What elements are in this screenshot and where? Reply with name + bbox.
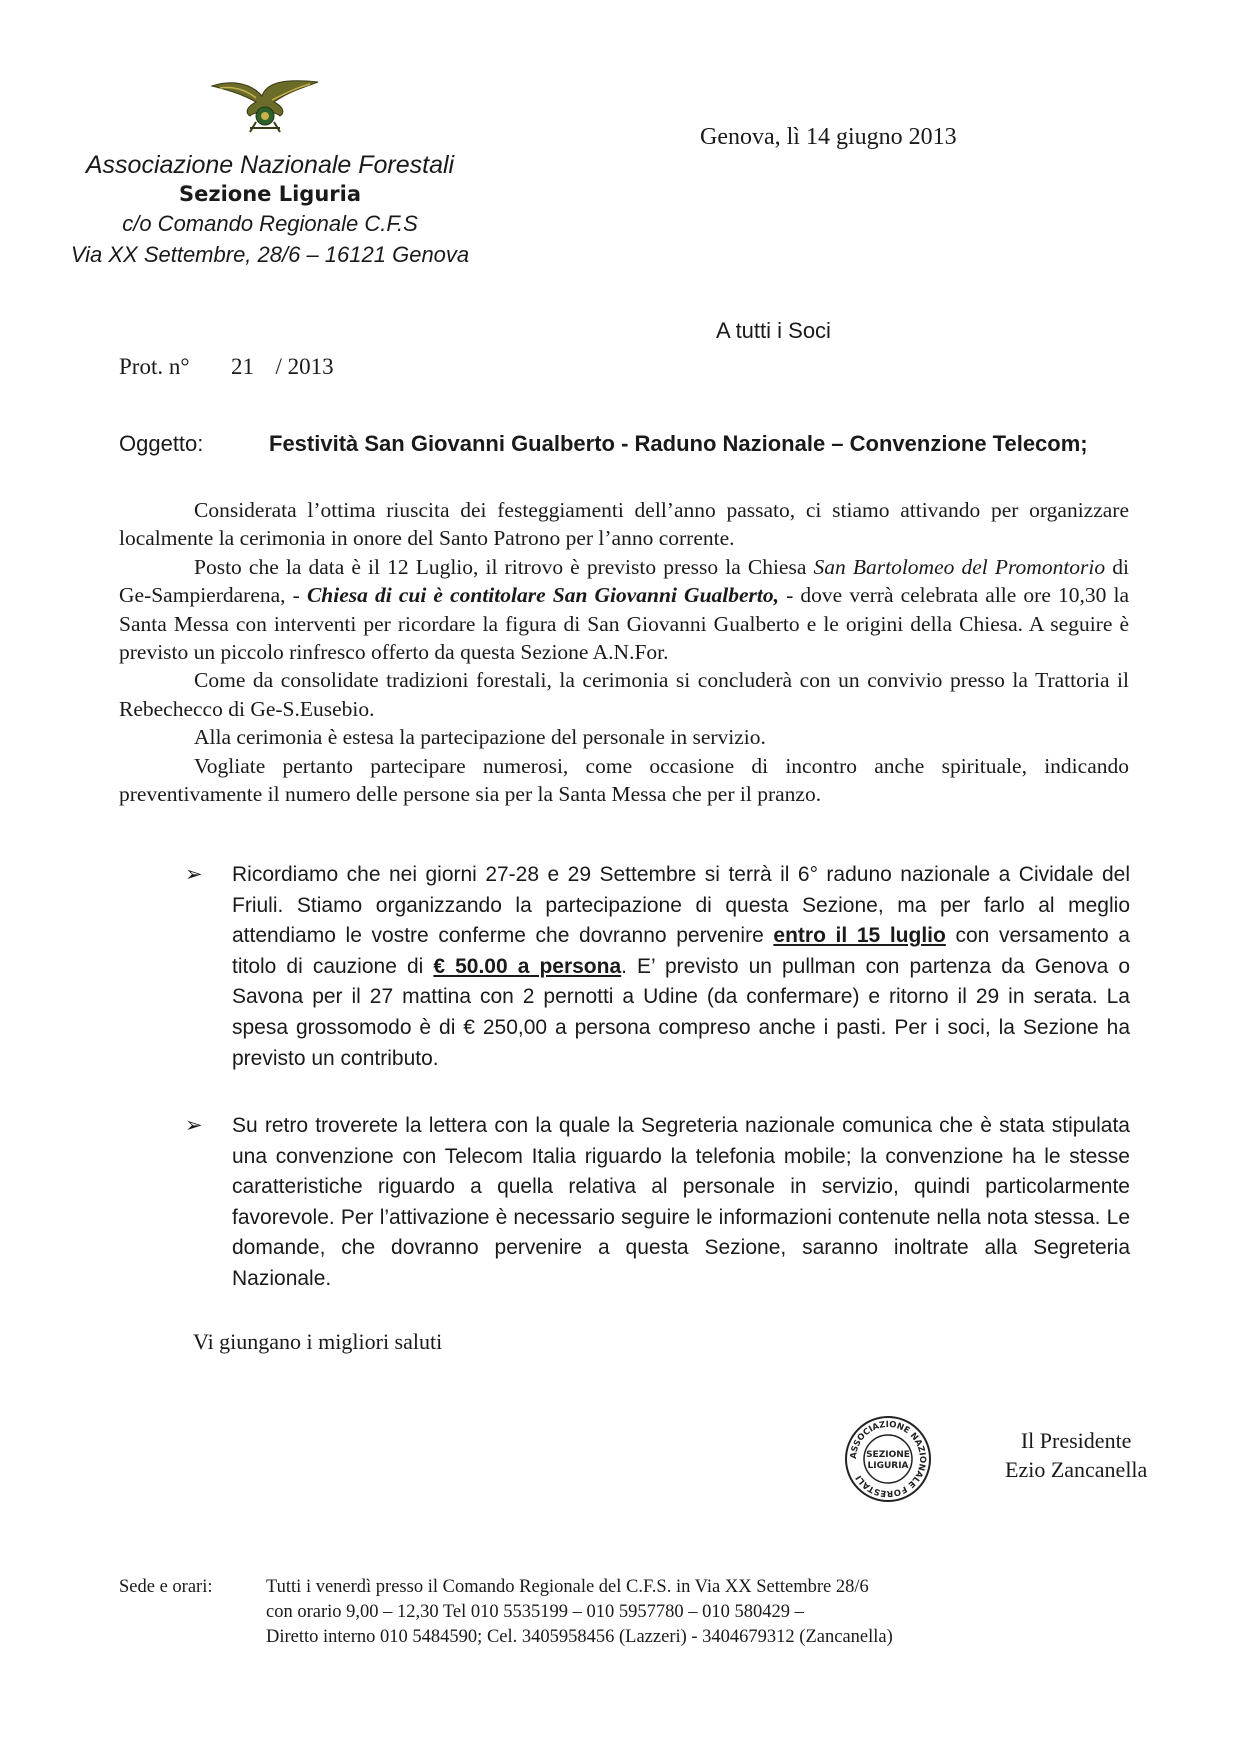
bullet-item-raduno [185,860,1130,1074]
footer-line-3: Diretto interno 010 5484590; Cel. 3405958456 (Lazzeri) - 3404679312 (Zancanella) [266,1627,893,1647]
recipient: A tutti i Soci [716,318,831,343]
association-care-of: c/o Comando Regionale C.F.S [122,211,418,236]
signature-block [1005,1426,1147,1484]
protocol-year: / 2013 [275,354,334,379]
signature-title: Il Presidente [1020,1428,1132,1453]
svg-text:SEZIONE: SEZIONE [866,1450,910,1460]
letter-body [119,496,1129,808]
section-stamp-icon [843,1414,933,1504]
association-name: Associazione Nazionale Forestali [85,151,455,179]
subject-text: Festività San Giovanni Gualberto - Raduno Nazionale – Convenzione Telecom; [269,431,1088,456]
body-paragraph-4: Alla cerimonia è estesa la partecipazione del personale in servizio. [194,725,766,750]
footer-line-1: Tutti i venerdì presso il Comando Regionale del C.F.S. in Via XX Settembre 28/6 [266,1577,869,1597]
bullet-text-telecom: Su retro troverete la lettera con la quale la Segreteria nazionale comunica che è stata stipulata una convenzione con Telecom Italia riguardo la telefonia mobile; la convenzione ha le stesse caratteristiche riguardo a quella relativa al personale in servizio, quindi particolarmente favorevole. Per l’attivazione è necessario seguire le informazioni contenute nella nota stessa. Le domande, che dovranno pervenire a questa Sezione, saranno inoltrate alla Segreteria Nazionale. [232,1114,1130,1290]
church-name: San Bartolomeo del Promontorio [813,554,1106,579]
association-block [60,150,480,270]
deadline-highlight: entro il 15 luglio [773,924,946,948]
date-line: Genova, lì 14 giugno 2013 [700,124,957,150]
footer-line-2: con orario 9,00 – 12,30 Tel 010 5535199 – 010 5957780 – 010 580429 – [266,1602,804,1622]
arrow-bullet-icon: ➢ [185,1114,203,1137]
protocol-number [119,354,334,380]
subject-line [119,431,1088,457]
church-note: Chiesa di cui è contitolare San Giovanni Gualberto, [306,583,780,608]
signature-name: Ezio Zancanella [1005,1457,1148,1482]
association-section: Sezione Liguria [178,182,361,206]
bullet-text-raduno: Ricordiamo che nei giorni 27-28 e 29 Settembre si terrà il 6° raduno nazionale a Cividale del Friuli. Stiamo organizzando la partecipazione di questa Sezione, ma per farlo al meglio attendiamo le vostre conferme che dovranno pervenire entro il 15 luglio con versamento a titolo di cauzione di € 50.00 a persona. E’ previsto un pullman con partenza da Genova o Savona per il 27 mattina con 2 pernotti a Udine (da confermare) e ritorno il 29 in serata. La spesa grossomodo è di € 250,00 a persona compreso anche i pasti. Per i soci, la Sezione ha previsto un contributo. [232,863,1131,1070]
arrow-bullet-icon: ➢ [185,863,203,886]
protocol-label: Prot. n° [119,354,190,379]
svg-text:ASSOCIAZIONE NAZIONALE FORESTA: ASSOCIAZIONE NAZIONALE FORESTALI [848,1419,928,1499]
bullet-item-telecom [185,1111,1130,1295]
footer-label: Sede e orari: [119,1577,213,1597]
association-address: Via XX Settembre, 28/6 – 16121 Genova [70,242,470,267]
body-paragraph-3: Come da consolidate tradizioni forestali, la cerimonia si concluderà con un convivio presso la Trattoria il Rebechecco di Ge-S.Eusebio. [119,668,1129,721]
eagle-logo-icon [210,76,320,136]
closing-greeting: Vi giungano i migliori saluti [193,1329,443,1354]
subject-label: Oggetto: [119,431,204,456]
footer-lines [266,1575,1166,1650]
body-paragraph-1: Considerata l’ottima riuscita dei festeggiamenti dell’anno passato, ci stiamo attivando per organizzare localmente la cerimonia in onore del Santo Patrono per l’anno corrente. [119,498,1129,551]
body-paragraph-2: Posto che la data è il 12 Luglio, il ritrovo è previsto presso la Chiesa San Bartolomeo del Promontorio di Ge-Sampierdarena, - Chiesa di cui è contitolare San Giovanni Gualberto, - dove verrà celebrata alle ore 10,30 la Santa Messa con interventi per ricordare la figura di San Giovanni Gualberto e le origini della Chiesa. A seguire è previsto un piccolo rinfresco offerto da questa Sezione A.N.For. [119,554,1129,665]
body-paragraph-5: Vogliate pertanto partecipare numerosi, come occasione di incontro anche spirituale, indicando preventivamente il numero delle persone sia per la Santa Messa che per il pranzo. [119,753,1129,807]
svg-text:LIGURIA: LIGURIA [867,1461,909,1471]
deposit-highlight: € 50.00 a persona [433,954,622,978]
protocol-value: 21 [231,354,255,379]
